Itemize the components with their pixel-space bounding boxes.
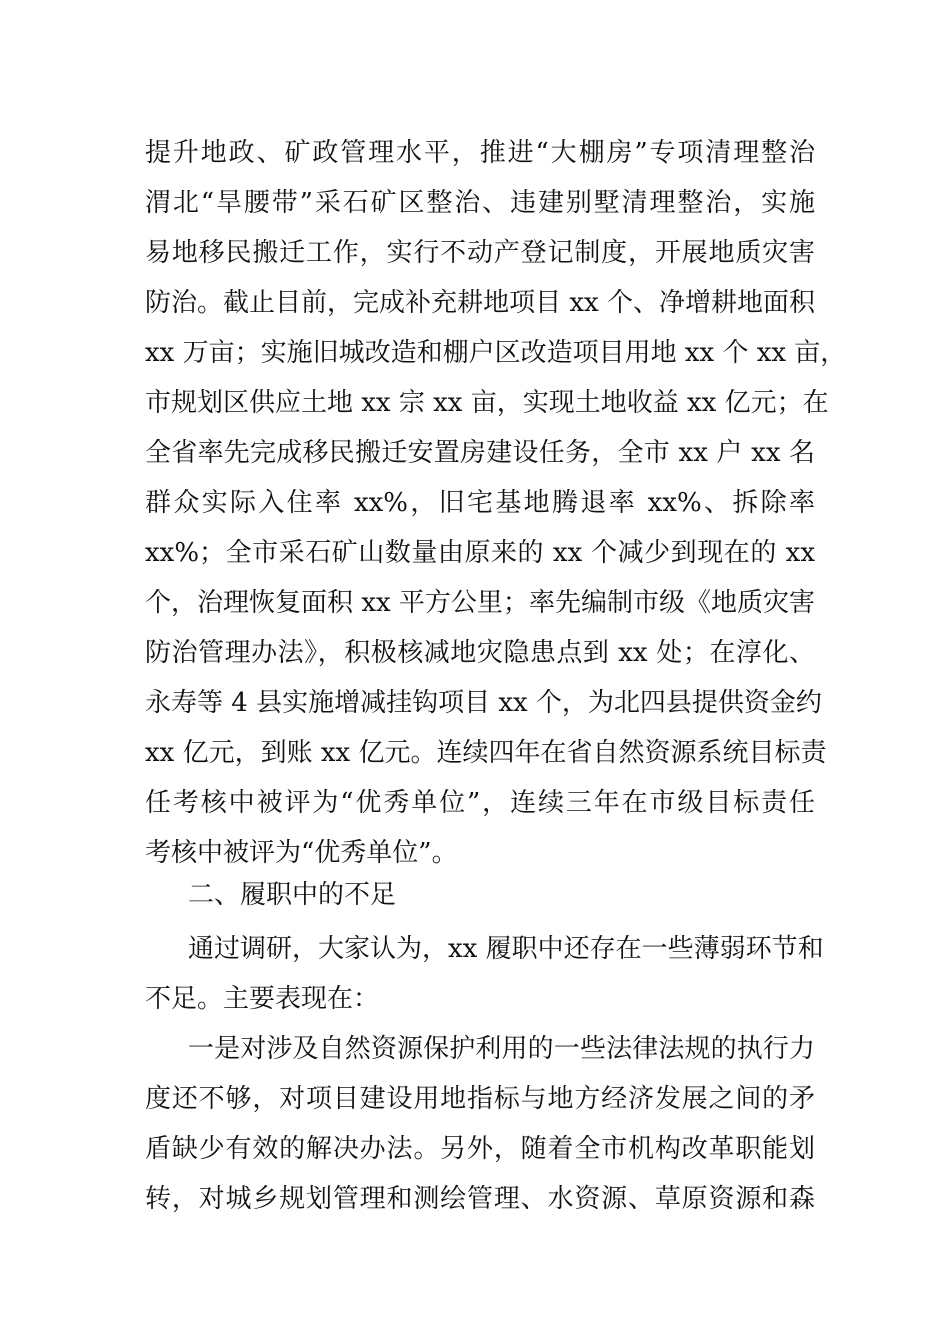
body-line: 一是对涉及自然资源保护利用的一些法律法规的执行力	[188, 1034, 815, 1064]
body-line: 防治。截止目前，完成补充耕地项目 xx 个、净增耕地面积	[145, 288, 815, 318]
body-line: 全省率先完成移民搬迁安置房建设任务，全市 xx 户 xx 名	[145, 438, 815, 468]
body-line: 市规划区供应土地 xx 宗 xx 亩，实现土地收益 xx 亿元；在	[145, 388, 829, 418]
body-line: 考核中被评为“优秀单位”。	[145, 838, 458, 868]
body-line: 盾缺少有效的解决办法。另外，随着全市机构改革职能划	[145, 1134, 815, 1164]
section-heading: 二、履职中的不足	[188, 880, 397, 910]
body-line: 永寿等 4 县实施增减挂钩项目 xx 个，为北四县提供资金约	[145, 688, 822, 718]
body-line: 群众实际入住率 xx%，旧宅基地腾退率 xx%、拆除率	[145, 488, 815, 518]
body-line: 防治管理办法》，积极核减地灾隐患点到 xx 处；在淳化、	[145, 638, 815, 668]
body-line: 度还不够，对项目建设用地指标与地方经济发展之间的矛	[145, 1084, 815, 1114]
body-line: xx 亿元，到账 xx 亿元。连续四年在省自然资源系统目标责	[145, 738, 827, 768]
body-line: 转，对城乡规划管理和测绘管理、水资源、草原资源和森	[145, 1184, 815, 1214]
body-line: 通过调研，大家认为，xx 履职中还存在一些薄弱环节和	[188, 934, 824, 964]
body-line: xx 万亩；实施旧城改造和棚户区改造项目用地 xx 个 xx 亩，	[145, 338, 847, 368]
body-line: xx%；全市采石矿山数量由原来的 xx 个减少到现在的 xx	[145, 538, 815, 568]
body-line: 不足。主要表现在：	[145, 984, 380, 1014]
body-line: 易地移民搬迁工作，实行不动产登记制度，开展地质灾害	[145, 238, 815, 268]
body-line: 任考核中被评为“优秀单位”，连续三年在市级目标责任	[145, 788, 815, 818]
body-line: 提升地政、矿政管理水平，推进“大棚房”专项清理整治	[145, 138, 815, 168]
body-line: 个，治理恢复面积 xx 平方公里；率先编制市级《地质灾害	[145, 588, 815, 618]
body-line: 渭北“旱腰带”采石矿区整治、违建别墅清理整治，实施	[145, 188, 815, 218]
